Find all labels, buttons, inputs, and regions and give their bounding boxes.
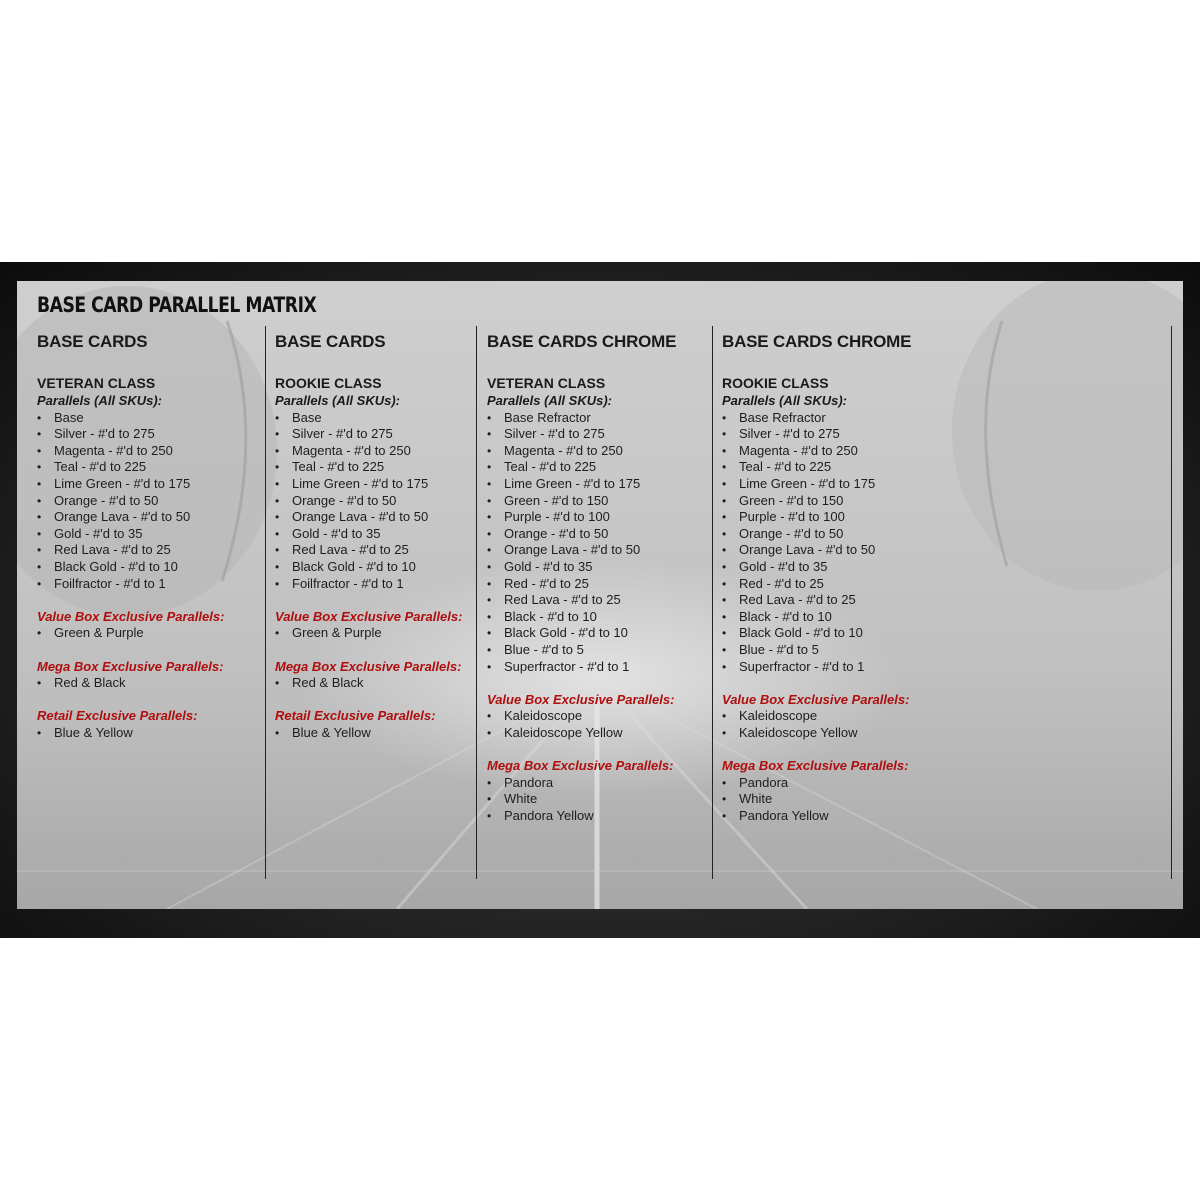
section-heading-red: Value Box Exclusive Parallels: (487, 691, 675, 707)
list-item: • White (722, 791, 952, 808)
parallel-list (37, 725, 267, 742)
column-divider (265, 326, 266, 879)
class-label: VETERAN CLASS (487, 375, 606, 391)
list-item: • Silver - #'d to 275 (37, 426, 267, 443)
class-label: ROOKIE CLASS (722, 375, 829, 391)
parallel-sections (37, 393, 267, 741)
list-item: • Purple - #'d to 100 (487, 509, 717, 526)
list-item: • Silver - #'d to 275 (275, 426, 505, 443)
column-header: BASE CARDS CHROME (487, 332, 677, 351)
parallel-list (487, 410, 717, 676)
parallel-list (722, 410, 952, 676)
class-label: ROOKIE CLASS (275, 375, 382, 391)
section-heading-red: Mega Box Exclusive Parallels: (275, 658, 462, 674)
list-item: • Lime Green - #'d to 175 (487, 476, 717, 493)
list-item: • Teal - #'d to 225 (275, 459, 505, 476)
parallel-list (722, 708, 952, 741)
page-title: BASE CARD PARALLEL MATRIX (37, 293, 317, 317)
list-item: • Orange Lava - #'d to 50 (487, 542, 717, 559)
list-item: • Green - #'d to 150 (722, 493, 952, 510)
list-item: • Magenta - #'d to 250 (487, 443, 717, 460)
list-item: • Orange - #'d to 50 (275, 493, 505, 510)
list-item: • Gold - #'d to 35 (487, 559, 717, 576)
list-item: • Gold - #'d to 35 (722, 559, 952, 576)
list-item: • Black - #'d to 10 (722, 609, 952, 626)
list-item: • Purple - #'d to 100 (722, 509, 952, 526)
list-item: • Lime Green - #'d to 175 (37, 476, 267, 493)
list-item: • Base (37, 410, 267, 427)
list-item: • Red Lava - #'d to 25 (37, 542, 267, 559)
list-item: • Gold - #'d to 35 (275, 526, 505, 543)
section-heading: Parallels (All SKUs): (722, 393, 847, 408)
section-heading-red: Mega Box Exclusive Parallels: (487, 758, 674, 774)
list-item: • Kaleidoscope (487, 708, 717, 725)
list-item: • Orange - #'d to 50 (487, 526, 717, 543)
list-item: • Superfractor - #'d to 1 (487, 659, 717, 676)
list-item: • Teal - #'d to 225 (722, 459, 952, 476)
matrix-panel (17, 281, 1183, 909)
parallel-list (275, 625, 505, 642)
column-divider (476, 326, 477, 879)
list-item: • Blue - #'d to 5 (487, 642, 717, 659)
parallel-list (275, 725, 505, 742)
parallel-list (275, 675, 505, 692)
list-item: • Base (275, 410, 505, 427)
list-item: • Red & Black (275, 675, 505, 692)
section-heading-red: Retail Exclusive Parallels: (275, 708, 436, 724)
list-item: • Pandora Yellow (722, 808, 952, 825)
list-item: • Black Gold - #'d to 10 (37, 559, 267, 576)
list-item: • Lime Green - #'d to 175 (722, 476, 952, 493)
column-header: BASE CARDS (275, 332, 386, 351)
parallel-list (487, 708, 717, 741)
list-item: • Pandora (722, 775, 952, 792)
list-item: • Orange Lava - #'d to 50 (37, 509, 267, 526)
parallel-sections (487, 393, 717, 824)
list-item: • Pandora (487, 775, 717, 792)
list-item: • Kaleidoscope Yellow (722, 725, 952, 742)
list-item: • Green & Purple (275, 625, 505, 642)
list-item: • Silver - #'d to 275 (487, 426, 717, 443)
section-heading-red: Value Box Exclusive Parallels: (275, 608, 463, 624)
list-item: • Green & Purple (37, 625, 267, 642)
section-heading-red: Mega Box Exclusive Parallels: (37, 658, 224, 674)
list-item: • Lime Green - #'d to 175 (275, 476, 505, 493)
list-item: • Kaleidoscope Yellow (487, 725, 717, 742)
list-item: • Teal - #'d to 225 (487, 459, 717, 476)
list-item: • Red & Black (37, 675, 267, 692)
list-item: • Kaleidoscope (722, 708, 952, 725)
list-item: • Orange - #'d to 50 (37, 493, 267, 510)
list-item: • Orange Lava - #'d to 50 (275, 509, 505, 526)
list-item: • Black - #'d to 10 (487, 609, 717, 626)
list-item: • Blue & Yellow (37, 725, 267, 742)
list-item: • Red - #'d to 25 (722, 576, 952, 593)
parallel-list (487, 775, 717, 825)
section-heading: Parallels (All SKUs): (487, 393, 612, 408)
section-heading-red: Retail Exclusive Parallels: (37, 708, 198, 724)
list-item: • Black Gold - #'d to 10 (722, 625, 952, 642)
column-header: BASE CARDS CHROME (722, 332, 912, 351)
list-item: • Silver - #'d to 275 (722, 426, 952, 443)
parallel-list (37, 625, 267, 642)
list-item: • Pandora Yellow (487, 808, 717, 825)
matrix-banner (0, 262, 1200, 938)
list-item: • Black Gold - #'d to 10 (275, 559, 505, 576)
column-divider (1171, 326, 1172, 879)
list-item: • Magenta - #'d to 250 (37, 443, 267, 460)
list-item: • Red Lava - #'d to 25 (722, 592, 952, 609)
parallel-list (37, 410, 267, 593)
list-item: • Magenta - #'d to 250 (722, 443, 952, 460)
list-item: • Foilfractor - #'d to 1 (37, 576, 267, 593)
list-item: • Teal - #'d to 225 (37, 459, 267, 476)
parallel-sections (722, 393, 952, 824)
list-item: • Blue - #'d to 5 (722, 642, 952, 659)
column-divider (712, 326, 713, 879)
parallel-list (275, 410, 505, 593)
list-item: • Orange - #'d to 50 (722, 526, 952, 543)
section-heading-red: Value Box Exclusive Parallels: (722, 691, 910, 707)
list-item: • Base Refractor (722, 410, 952, 427)
list-item: • Magenta - #'d to 250 (275, 443, 505, 460)
list-item: • Blue & Yellow (275, 725, 505, 742)
column-header: BASE CARDS (37, 332, 148, 351)
parallel-list (722, 775, 952, 825)
section-heading-red: Mega Box Exclusive Parallels: (722, 758, 909, 774)
list-item: • Red Lava - #'d to 25 (487, 592, 717, 609)
section-heading: Parallels (All SKUs): (37, 393, 162, 408)
list-item: • Foilfractor - #'d to 1 (275, 576, 505, 593)
list-item: • Red - #'d to 25 (487, 576, 717, 593)
section-heading-red: Value Box Exclusive Parallels: (37, 608, 225, 624)
list-item: • Black Gold - #'d to 10 (487, 625, 717, 642)
parallel-sections (275, 393, 505, 741)
list-item: • White (487, 791, 717, 808)
list-item: • Orange Lava - #'d to 50 (722, 542, 952, 559)
section-heading: Parallels (All SKUs): (275, 393, 400, 408)
list-item: • Green - #'d to 150 (487, 493, 717, 510)
class-label: VETERAN CLASS (37, 375, 156, 391)
list-item: • Gold - #'d to 35 (37, 526, 267, 543)
parallel-list (37, 675, 267, 692)
list-item: • Superfractor - #'d to 1 (722, 659, 952, 676)
list-item: • Red Lava - #'d to 25 (275, 542, 505, 559)
list-item: • Base Refractor (487, 410, 717, 427)
